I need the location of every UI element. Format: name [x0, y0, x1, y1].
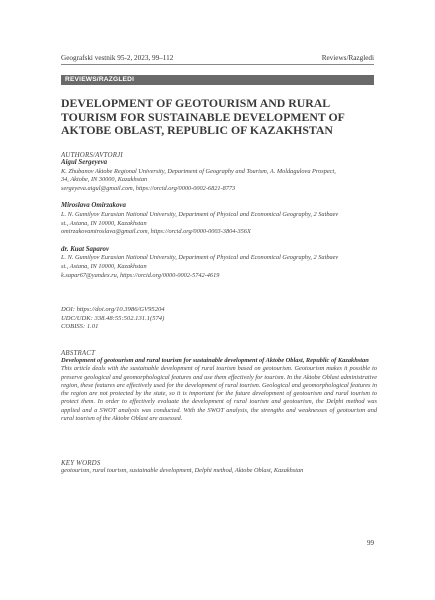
udc-code: UDC/UDK: 338.48:55:502.131.1(574): [61, 314, 165, 322]
abstract-title: Development of geotourism and rural tourism for sustainable development of Aktobe Oblast, Republic of Kazakhstan: [61, 357, 369, 364]
author-entry: [61, 159, 377, 193]
author-name: Aigul Sergeyeva: [61, 159, 108, 166]
article-title: DEVELOPMENT OF GEOTOURISM AND RURAL TOURISM FOR SUSTAINABLE DEVELOPMENT OF AKTOBE OBLAST, REPUBLIC OF KAZAKHSTAN: [61, 96, 345, 138]
author-contact[interactable]: sergeyeva.aigul@gmail.com, https://orcid.org/0000-0002-6821-8773: [61, 184, 236, 192]
author-entry: [61, 246, 377, 280]
abstract-heading: ABSTRACT: [61, 350, 96, 357]
identifiers-section: [61, 306, 377, 332]
author-address: st., Astana, IN 10000, Kazakhstan: [61, 219, 147, 227]
keywords-text: geotourism, rural tourism, sustainable development, Delphi method, Aktobe Oblast, Kazakhstan: [61, 467, 304, 474]
section-name: Reviews/Razgledi: [321, 54, 374, 62]
page-number: 99: [367, 539, 374, 547]
running-header: [61, 54, 374, 62]
author-affiliation: K. Zhubanov Aktobe Regional University, Department of Geography and Tourism, A. Moldagulova Prospect,: [61, 167, 336, 175]
authors-heading: AUTHORS/AVTORJI: [61, 152, 123, 159]
abstract-section: [61, 350, 377, 423]
journal-citation: Geografski vestnik 95-2, 2023, 99–112: [61, 54, 174, 62]
cobiss-code: COBISS: 1.01: [61, 323, 99, 331]
author-affiliation: L. N. Gumilyov Eurasian National University, Department of Physical and Economical Geography, 2 Satbaev: [61, 210, 339, 218]
author-entry: [61, 202, 377, 236]
author-address: 34, Aktobe, IN 30000, Kazakhstan: [61, 176, 148, 184]
abstract-text: This article deals with the sustainable development of rural tourism based on geotourism. Geotourism makes it possible to preserve geological and geomorphological features and use them effectively for tourism. In the Aktobe Oblast administrative region, these features are effectively used for the development of rural tourism. Geological and geomorphological features in the region are not protected by the state, so it is important for the future development of geotourism and rural tourism to protect them. In order to effectively evaluate the development of rural tourism and geotourism, the Delphi method was applied and a SWOT analysis was conducted. With the SWOT analysis, the strengths and weaknesses of geotourism and rural tourism of the Aktobe Oblast are assessed.: [61, 365, 377, 423]
author-contact[interactable]: k.sapar67@yandex.ru, https://orcid.org/0000-0002-5742-4619: [61, 271, 220, 279]
section-label-bar: REVIEWS/RAZGLEDI: [61, 75, 374, 85]
author-address: st., Astana, IN 10000, Kazakhstan: [61, 262, 147, 270]
author-contact[interactable]: omirzakovamiroslava@gmail.com, https://orcid.org/0000-0003-3804-356X: [61, 228, 251, 236]
keywords-heading: KEY WORDS: [61, 460, 101, 467]
authors-section: [61, 152, 377, 280]
author-name: Miroslava Omirzakova: [61, 202, 126, 210]
keywords-section: [61, 460, 377, 475]
doi-link[interactable]: DOI: https://doi.org/10.3986/GV95204: [61, 306, 165, 313]
header-rule: [61, 64, 374, 65]
author-affiliation: L. N. Gumilyov Eurasian National University, Department of Physical and Economical Geography, 2 Satbaev: [61, 254, 339, 262]
author-name: dr. Kuat Saparov: [61, 245, 110, 253]
